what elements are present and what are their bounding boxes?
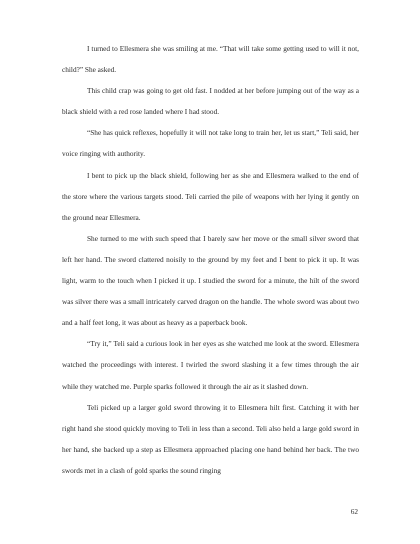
page-number: 62 bbox=[350, 507, 358, 516]
paragraph: This child crap was going to get old fast. I nodded at her before jumping out of the way as a black shield with a red rose landed where I had stood. bbox=[62, 86, 359, 117]
paragraph: “Try it,” Teli said a curious look in her eyes as she watched me look at the sword. Ellesmera watched the proceedings with interest. I twirled the sword slashing it a few times through the air while they watched me. Purple sparks followed it through the air as it slashed down. bbox=[62, 339, 359, 391]
paragraph: “She has quick reflexes, hopefully it will not take long to train her, let us start,” Teli said, her voice ringing with authority. bbox=[62, 128, 359, 159]
paragraph: I bent to pick up the black shield, following her as she and Ellesmera walked to the end of the store where the various targets stood. Teli carried the pile of weapons with her lying it gently on the ground near Ellesmera. bbox=[62, 170, 359, 222]
paragraph: Teli picked up a larger gold sword throwing it to Ellesmera hilt first. Catching it with her right hand she stood quickly moving to Teli in less than a second. Teli also held a large gold sword in her hand, she backed up a step as Ellesmera approached placing one hand behind her back. The two swords met in a clash of gold sparks the sound ringing bbox=[62, 402, 359, 475]
paragraph: She turned to me with such speed that I barely saw her move or the small silver sword that left her hand. The sword clattered noisily to the ground by my feet and I bent to pick it up. It was light, warm to the touch when I picked it up. I studied the sword for a minute, the hilt of the sword was silver there was a small intricately carved dragon on the handle. The whole sword was about two and a half feet long, it was about as heavy as a paperback book. bbox=[62, 233, 359, 328]
paragraph: I turned to Ellesmera she was smiling at me. “That will take some getting used to will it not, child?” She asked. bbox=[62, 44, 359, 75]
body-text bbox=[62, 38, 359, 481]
